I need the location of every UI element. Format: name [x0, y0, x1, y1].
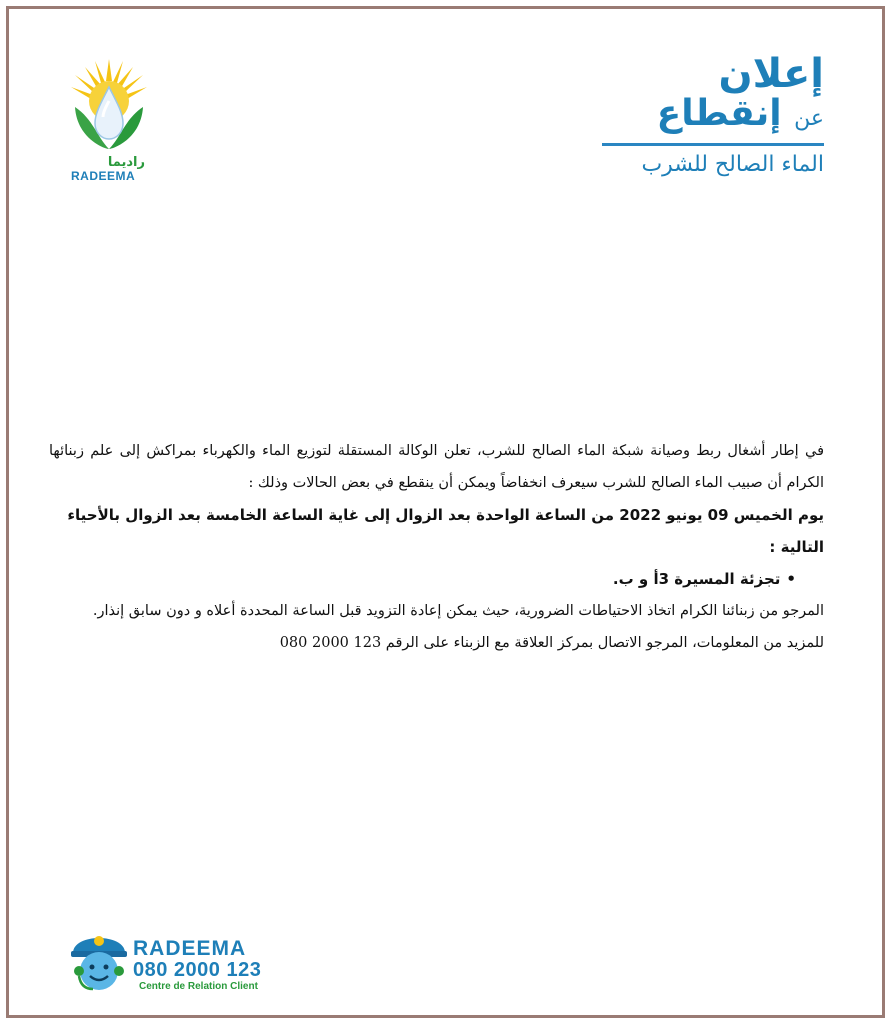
notice-paragraph: المرجو من زبنائنا الكرام اتخاذ الاحتياطات الضرورية، حيث يمكن إعادة التزويد قبل الساعة المحددة أعلاه و دون سابق إنذار. — [92, 603, 824, 619]
radeema-logo — [67, 57, 151, 187]
footer-brand: RADEEMA — [133, 937, 247, 960]
mascot-icon — [67, 923, 131, 995]
footer-center-label: Centre de Relation Client — [139, 981, 258, 992]
affected-area-item — [49, 563, 824, 595]
title-line-1: إعلان — [718, 51, 824, 97]
title-line-2-main: إنقطاع — [656, 93, 782, 134]
contact-paragraph: للمزيد من المعلومات، المرجو الاتصال بمركز العلاقة مع الزبناء على الرقم 123 2000 080 — [279, 635, 824, 651]
title-line-2 — [594, 94, 824, 139]
page-frame — [6, 6, 885, 1018]
logo-arabic-text: راديما — [107, 155, 145, 170]
title-line-2-small: عن — [794, 106, 824, 131]
title-divider — [602, 143, 824, 146]
title-line-3: الماء الصالح للشرب — [641, 152, 824, 177]
bullet-mark: • — [786, 570, 796, 588]
affected-area-text: تجزئة المسيرة 3أ و ب. — [612, 570, 781, 588]
intro-paragraph: في إطار أشغال ربط وصيانة شبكة الماء الصالح للشرب، تعلن الوكالة المستقلة لتوزيع الماء والكهرباء بمراكش إلى علم زبنائها الكرام أن صبيب الماء الصالح للشرب سيعرف انخفاضاً ويمكن أن ينقطع في بعض الحالات وذلك : — [49, 443, 824, 491]
schedule-line: يوم الخميس 09 يونيو 2022 من الساعة الواحدة بعد الزوال إلى غاية الساعة الخامسة بعد الزوال بالأحياء التالية : — [67, 506, 824, 556]
footer-phone: 080 2000 123 — [133, 959, 262, 981]
announcement-body — [49, 435, 824, 659]
sun-drop-icon — [67, 57, 151, 157]
announcement-title — [594, 51, 824, 180]
customer-center-logo — [67, 923, 267, 995]
logo-latin-text: RADEEMA — [71, 169, 136, 183]
